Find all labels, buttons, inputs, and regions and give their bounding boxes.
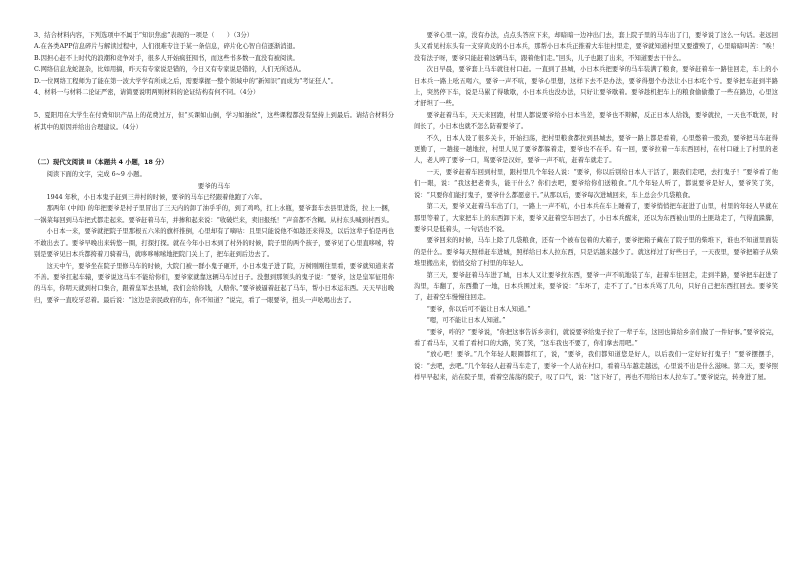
story-paragraph: 一天，要爷赶着车回到村里，跟村里几个年轻人说：“要爷，你以后别给日本人干活了，跟我们走吧，去打鬼子！”要爷看了他们一眼，说：“我这把老骨头，能干什么？你们去吧，要爷给你们送粮食。”几个年轻人听了，都说要爷是好人，要爷笑了笑，说：“只要你们能打鬼子，要爷什么都愿意干。”从那以后，要爷每次进城回来，车上总会少几袋粮食。 [414,168,778,199]
story-paragraph: 要爷心里一凉，没有办法，点点头答应下来，却暗暗一边冲出门去，套上院子里的马车出了门，要爷说了这么一句话。老远回头又看见村东头有一支穿黄皮的小日本兵，那帮小日本兵正推着大车往村里走，要爷就知道村里又要遭殃了，心里暗暗叫苦：“唉！没有法子呀，要爷只能赶着这辆马车，跟着他们走。”回头，儿子也跟了出来，不知道要去干什么。 [414,32,778,62]
question-3-option-c: C.网络信息龙蛇混杂，比如用搞，昨天有专家说是错的，今日又有专家说是错的，人们无所适从。 [34,66,306,74]
left-column [34,30,394,306]
spacer [34,145,394,157]
story-dialogue: “嗯，可不能让日本人知道。” [426,317,506,325]
story-paragraph: 第三天，要爷赶着马车进了城，日本人又让要爷拉东西，要爷一声不吭地装了车，赶着车往回走，走到半路，要爷把车赶进了沟里，车翻了，东西撒了一地，日本兵围过来，要爷说：“车坏了，走不了了。”日本兵骂了几句，只好自己把东西扛回去。要爷笑了，赶着空车慢慢往回走。 [414,271,778,302]
story-paragraph: 那两年 (中间) 的年把要爷是村子里冒出了三天内的卸了油乎乎的，到了鸡鸣，扛上水瓶，要爷套车去县里进货，拉上一捆，一锅菜每回到马车把式都走起来。要爷赶着马车，并掺和起来说：“收破烂来，卖旧报纸！”声音都不含糊。从村东头喊到村西头。 [34,205,394,224]
story-paragraph: 要爷赶着马车，天天来回跑，村里人都说要爷给小日本当差，要爷也不辩解，反正日本人给钱，要爷就拉，一天也不耽误，时间长了，小日本也就不怎么防着要爷了。 [414,111,778,131]
reading-instruction: 阅读下面的文字，完成 6~9 小题。 [46,170,146,178]
story-paragraph: 要爷回来的时候，马车上除了几袋粮食，还有一个被布包着的大箱子，要爷把箱子藏在了院子里的柴堆下，谁也不知道里面装的是什么。要爷每天照样赶车进城，照样给日本人拉东西，只是话越来越少了。就这样过了好些日子，一天夜里，要爷把箱子从柴堆里搬出来，悄悄交给了村里的年轻人。 [414,237,778,268]
spacer [34,133,394,145]
question-3-option-d: D.一位网络工程师为了能在第一波大学学有所成之后，需要掌握一整个领域中的“新知识”而成为“考证狂人”。 [34,77,338,85]
section-heading: （二）现代文阅读 II（本题共 4 小题，18 分） [34,159,168,167]
story-paragraph: “放心吧！要爷。”几个年轻人眼圈都红了，说，“要爷，我们都知道您是好人，以后我们一定好好打鬼子！”要爷摆摆手，说：“去吧，去吧。”几个年轻人赶着马车走了，要爷一个人站在村口，看着马车越走越远，心里说不出是什么滋味。第二天，要爷照样早早起来，站在院子里，看着空荡荡的院子，叹了口气，说：“这下好了，再也不用给日本人拉车了。”要爷说完，转身进了屋。 [414,351,778,382]
story-paragraph: 小日本一来，要爷就把院子里那根五六米的旗杆推倒，心里却有了嘀咕：且里只能说他不如趁还来得及，以后这辈子怕是再也不敢出去了。要爷早晚出来转悠一圈，打探打探。就在今年小日本到了村外的时候，院子里的两个孩子，要爷见了心里直哆嗦，特别是要爷见日本兵都挎着刀骑着马，就哆哆嗦嗦地把院门关上了，把车赶到后边去了。 [34,228,394,259]
question-3-option-a: A.在各类APP信息碎片与解读过程中，人们很难专注于某一条信息，碎片化心智自信逐渐消退。 [34,43,300,51]
story-title: 要爷的马车 [197,182,231,191]
question-4: 4、材料一与材料二论证严密，请简要说明两则材料的论证结构有何不同。（4分） [34,89,260,97]
story-paragraph: 次日早晨，要爷套上马车就往村口赶。一直到了县城，小日本兵把要爷的马车装满了粮食，要爷赶着车一路往回走，车上的小日本兵一路上吆五喝六，要爷一声不吭，要爷心里想，这样下去不是办法，要爷得想个办法让小日本吃个亏。要爷把车赶到半路上，突然停下车，说是马累了得歇歇，小日本兵也没办法，只好让要爷歇着。要爷趁机把车上的粮食偷偷撒了一些在路边，心里这才舒坦了一些。 [414,66,778,108]
question-3-stem: 3、结合材料内容，下列选项中不属于“知识焦虑”表现的一项是（ ）（3分） [34,32,254,39]
question-5: 5、夏阳用在大学生在付费知识产品上的花费过万，但“买课如山倒，学习如抽丝”，这些课程都没有坚持上到最后。请结合材料分析其中的原因并给出合理建议。（4分） [34,112,394,131]
story-paragraph: 第二天，要爷又赶着马车出了门，一路上一声不吭，小日本兵在车上睡着了，要爷悄悄把车赶进了山里，村里的年轻人早就在那里等着了，大家把车上的东西卸下来，要爷又赶着空车回去了，小日本兵醒来，还以为东西被山里的土匪劫走了，气得直跺脚，要爷只是低着头，一句话也不说。 [414,203,778,233]
story-paragraph: 这天中午，要爷坐在院子里修马车的时候，大院门被一群小鬼子砸开，小日本鬼子进了院，万树刚刚往里看，要爷就知道来者不善。要爷扛起车辕，要爷说这马车不能给你们，要爷家就靠这辆马车过日子。没想到那领头的鬼子说：“要爷，这是皇军征用你的马车，你明天就到村口集合，跟着皇军去县城，我们会给你钱，人赔你。”要爷被逼着赶起了马车，帮小日本运东西。天天早出晚归，要爷一直咬牙忍着。最后说：“这边是亲民政府的车，你不知道？”说完，看了一眼要爷，扭头一声吆喝出去了。 [34,262,394,304]
story-paragraph: “要爷，咋的？”要爷说，“你把这事告诉乡亲们，就说要爷给鬼子拉了一辈子车，这回也算给乡亲们做了一件好事。”要爷说完，看了看马车，又看了看村口的大路，笑了笑，“这车我也不要了，你们拿去用吧。” [414,328,778,347]
spacer [34,98,394,110]
right-column [414,30,778,384]
story-paragraph: 1944 年秋，小日本鬼子赶到三井村的时候，要爷的马车已经跟着他跑了六年。 [46,194,267,202]
question-3-option-b: B.因担心赶不上时代的浪潮和竞争对手，很多人开始疯狂囤书，而这些书多数一直没有被阅读。 [34,54,299,62]
story-paragraph: 不久，日本人设了很多关卡，开始扫荡，把村里粮食都拉到县城去，要爷一路上都是看着，心里憋着一股劲，要爷把马车赶得更勤了，一趟接一趟地拉，村里人见了要爷都躲着走，要爷也不在乎。有一回，要爷拉着一车东西回村，在村口碰上了村里的老人，老人啐了要爷一口，骂要爷是汉奸，要爷一声不吭，赶着车就走了。 [414,134,778,165]
story-dialogue: “要爷，你以后可不能让日本人知道。” [426,305,531,313]
